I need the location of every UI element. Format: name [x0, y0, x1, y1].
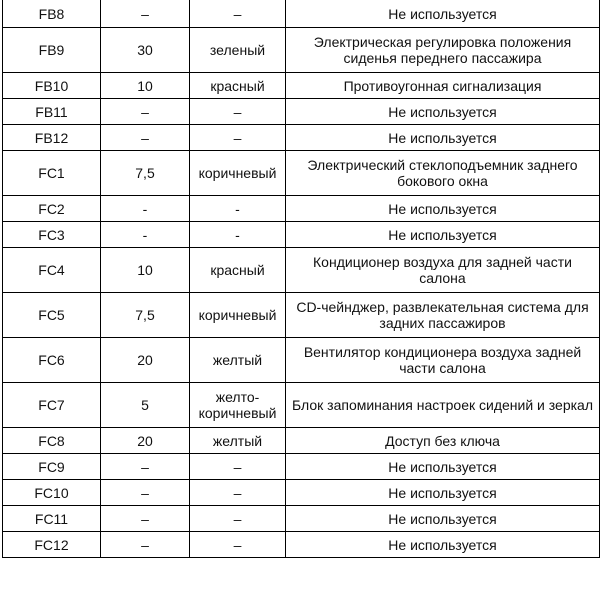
- fuse-description-cell: Электрический стеклоподъемник заднего бокового окна: [286, 151, 600, 196]
- fuse-amperage-cell: 7,5: [101, 151, 190, 196]
- fuse-description-cell: CD-чейнджер, развлекательная система для задних пассажиров: [286, 293, 600, 338]
- fuse-id-cell: FC8: [3, 428, 101, 454]
- fuse-description-cell: Не используется: [286, 196, 600, 222]
- fuse-id-cell: FC3: [3, 222, 101, 248]
- fuse-color-cell: коричневый: [190, 293, 286, 338]
- fuse-description-cell: Электрическая регулировка положения сиденья переднего пассажира: [286, 28, 600, 73]
- table-row: [3, 222, 600, 248]
- fuse-amperage-cell: 10: [101, 73, 190, 99]
- fuse-color-cell: –: [190, 125, 286, 151]
- fuse-description-cell: Не используется: [286, 99, 600, 125]
- fuse-description-cell: Блок запоминания настроек сидений и зеркал: [286, 383, 600, 428]
- table-row: [3, 506, 600, 532]
- fuse-color-cell: –: [190, 99, 286, 125]
- table-row: [3, 532, 600, 558]
- fuse-id-cell: FC6: [3, 338, 101, 383]
- fuse-color-cell: -: [190, 196, 286, 222]
- fuse-color-cell: –: [190, 454, 286, 480]
- fuse-id-cell: FB8: [3, 0, 101, 28]
- fuse-color-cell: красный: [190, 248, 286, 293]
- table-row: [3, 293, 600, 338]
- table-row: [3, 99, 600, 125]
- fuse-color-cell: коричневый: [190, 151, 286, 196]
- fuse-amperage-cell: 20: [101, 428, 190, 454]
- fuse-description-cell: Доступ без ключа: [286, 428, 600, 454]
- fuse-color-cell: желтый: [190, 428, 286, 454]
- fuse-id-cell: FC4: [3, 248, 101, 293]
- table-row: [3, 248, 600, 293]
- table-row: [3, 28, 600, 73]
- fuse-amperage-cell: –: [101, 0, 190, 28]
- fuse-id-cell: FB9: [3, 28, 101, 73]
- fuse-description-cell: Не используется: [286, 506, 600, 532]
- fuse-amperage-cell: 7,5: [101, 293, 190, 338]
- fuse-amperage-cell: -: [101, 222, 190, 248]
- fuse-amperage-cell: –: [101, 506, 190, 532]
- fuse-amperage-cell: –: [101, 99, 190, 125]
- fuse-color-cell: –: [190, 506, 286, 532]
- fuse-amperage-cell: 5: [101, 383, 190, 428]
- fuse-amperage-cell: -: [101, 196, 190, 222]
- fuse-id-cell: FC1: [3, 151, 101, 196]
- fuse-amperage-cell: –: [101, 454, 190, 480]
- fuse-id-cell: FC12: [3, 532, 101, 558]
- fuse-id-cell: FC10: [3, 480, 101, 506]
- table-row: [3, 480, 600, 506]
- fuse-description-cell: Вентилятор кондиционера воздуха задней части салона: [286, 338, 600, 383]
- fuse-description-cell: Не используется: [286, 222, 600, 248]
- fuse-id-cell: FC9: [3, 454, 101, 480]
- fuse-color-cell: –: [190, 480, 286, 506]
- fuse-table-body: [3, 0, 600, 558]
- fuse-amperage-cell: –: [101, 480, 190, 506]
- table-row: [3, 338, 600, 383]
- fuse-amperage-cell: –: [101, 125, 190, 151]
- fuse-color-cell: красный: [190, 73, 286, 99]
- table-row: [3, 0, 600, 28]
- fuse-description-cell: Не используется: [286, 454, 600, 480]
- fuse-description-cell: Не используется: [286, 0, 600, 28]
- fuse-amperage-cell: 20: [101, 338, 190, 383]
- fuse-description-cell: Кондиционер воздуха для задней части салона: [286, 248, 600, 293]
- fuse-amperage-cell: 10: [101, 248, 190, 293]
- fuse-id-cell: FB11: [3, 99, 101, 125]
- fuse-id-cell: FB12: [3, 125, 101, 151]
- fuse-id-cell: FB10: [3, 73, 101, 99]
- fuse-color-cell: желтый: [190, 338, 286, 383]
- table-row: [3, 73, 600, 99]
- fuse-table: [2, 0, 600, 558]
- fuse-id-cell: FC11: [3, 506, 101, 532]
- fuse-amperage-cell: 30: [101, 28, 190, 73]
- fuse-amperage-cell: –: [101, 532, 190, 558]
- fuse-color-cell: –: [190, 0, 286, 28]
- table-row: [3, 454, 600, 480]
- fuse-color-cell: желто-коричневый: [190, 383, 286, 428]
- table-row: [3, 383, 600, 428]
- table-row: [3, 125, 600, 151]
- table-row: [3, 428, 600, 454]
- fuse-color-cell: –: [190, 532, 286, 558]
- table-row: [3, 151, 600, 196]
- fuse-description-cell: Не используется: [286, 532, 600, 558]
- fuse-id-cell: FC5: [3, 293, 101, 338]
- fuse-color-cell: -: [190, 222, 286, 248]
- fuse-description-cell: Не используется: [286, 125, 600, 151]
- fuse-id-cell: FC7: [3, 383, 101, 428]
- table-row: [3, 196, 600, 222]
- fuse-id-cell: FC2: [3, 196, 101, 222]
- fuse-description-cell: Не используется: [286, 480, 600, 506]
- fuse-color-cell: зеленый: [190, 28, 286, 73]
- fuse-description-cell: Противоугонная сигнализация: [286, 73, 600, 99]
